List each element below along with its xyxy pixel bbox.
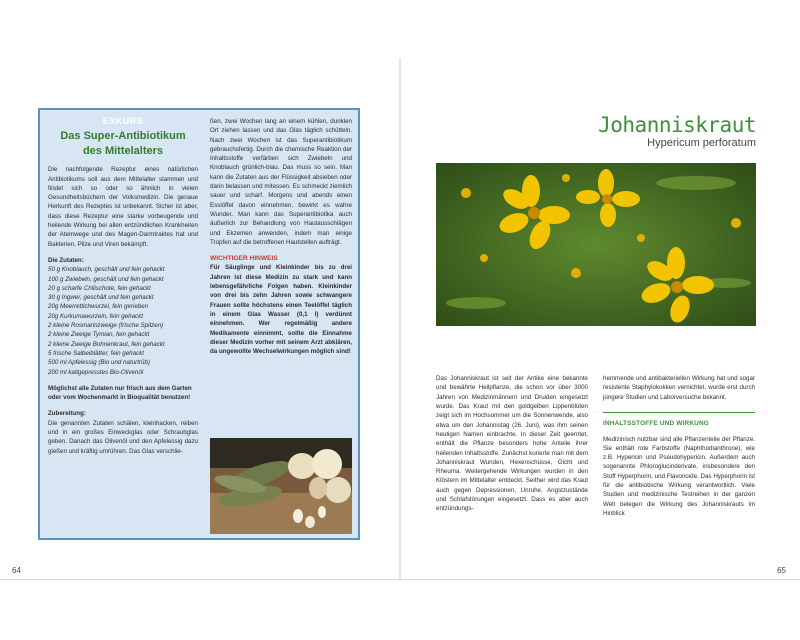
exkurs-title-line-2: des Mittelalters [82, 145, 164, 158]
continued-text: hemmende und antibakteriellen Wirkung hat und sogar resistente Staphylokokken vernichtet, wurde erst durch jüngere Studien und Laborversuche bekannt. [603, 375, 755, 401]
plant-latin-name: Hypericum perforatum [647, 137, 756, 149]
ingredient-item: 200 ml kaltgepresstes Bio-Olivenöl [48, 368, 144, 376]
exkurs-title-line-1: Das Super-Antibiotikum [60, 130, 186, 143]
exkurs-column-2 [210, 117, 352, 356]
garlic-photo [210, 438, 352, 534]
exkurs-continued-text: ßen, zwei Wochen lang an einem kühlen, dunklen Ort ziehen lassen und das Glas täglich schütteln. Nach zwei Wochen ist das Superantibiotikum gebrauchsfertig. Durch die chemische Reaktion der Inhaltsstoffe verfärben sich Zwiebeln und Knoblauch grünlich-blau. Das muss so sein. Man kann die Zutaten aus der Flüssigkeit absieben oder darin belassen und mitessen. Es schmeckt ziemlich sauer und scharf. Morgens und abends einen Esslöffel davon einnehmen, bewirkt es wahre Wunder. Man kann das Superantibiotika auch äußerlich zur Behandlung von Hautausschlägen und Ekzemen anwenden, indem man einige Tropfen auf die betroffenen Hautstellen aufträgt. [210, 118, 352, 246]
ingredient-item: 20 g scharfe Chilischote, fein gehackt [48, 284, 151, 292]
right-page [401, 58, 800, 580]
book-spread [0, 58, 800, 580]
prep-heading: Zubereitung: [48, 410, 86, 418]
page-number-right: 65 [777, 566, 786, 575]
flower-image [436, 163, 756, 326]
warning-heading: WICHTIGER HINWEIS [210, 255, 278, 263]
exkurs-title [48, 129, 198, 159]
ingredient-item: 2 kleine Rosmarinzweige (frische Spitzen) [48, 322, 164, 330]
ingredients-list [48, 265, 198, 377]
garlic-onion-image [210, 438, 352, 534]
warning-text: Für Säuglinge und Kleinkinder bis zu drei Jahren ist diese Medizin zu stark und kann lebensgefährliche Folgen haben. Kleinkinder von drei bis zehn Jahren sowie schwangere Frauen sollte höchstens einen Teelöffel täglich in einem Glas Wasser (0,1 l) verdünnt einnehmen. Wer regelmäßig andere Medikamente einnimmt, sollte die Einnahme dieser Medizin vorher mit seinem Arzt abklären, da ungewollte Wechselwirkungen möglich sind! [210, 264, 352, 356]
section-heading: INHALTSSTOFFE UND WIRKUNG [603, 412, 755, 428]
exkurs-column-1 [48, 110, 198, 456]
ingredient-item: 20g Meerrettichwurzel, fein gerieben [48, 303, 149, 311]
ingredient-item: 500 ml Apfelessig (Bio und naturtrüb) [48, 359, 150, 367]
page-number-left: 64 [12, 566, 21, 575]
prep-text: Die genannten Zutaten schälen, kleinhacken, reiben und in ein großes Einweckglas oder Schraubglas geben. Danach das Olivenöl und den Apfelessig dazu gießen und kräftig umrühren. Das Glas verschlie- [48, 419, 198, 455]
ingredient-item: 30 g Ingwer, geschält und fein gehackt [48, 294, 154, 302]
exkurs-intro: Die nachfolgende Rezeptur eines natürlichen Antibiotikums soll aus dem Mittelalter stammen und findet sich so oder so ähnlich in vielen Gesundheitsbüchern der Volksmedizin. Die genaue Herkunft des Rezeptes ist unbekannt. Sicher ist aber, dass diese Rezeptur eine starke vorbeugende und heilende Wirkung bei allen entzündlichen Krankheiten der Atemwege und des Magen-Darmtraktes hat und Bakterien, Pilze und Viren bekämpft. [48, 166, 198, 248]
exkurs-label: EXKURS [102, 116, 144, 126]
left-page [0, 58, 399, 580]
ingredient-item: 2 kleine Zweige Bohnenkraut, fein gehackt [48, 340, 165, 348]
ingredient-item: 5 frische Salbeiblätter, fein gehackt [48, 349, 144, 357]
right-column-2 [603, 368, 755, 524]
intro-text: Das Johanniskraut ist seit der Antike eine bekannte und bewährte Heilpflanze, die schon vor über 3000 Jahren von Medizinmännern und Druiden eingesetzt wurde. Das Kraut mit den goldgelben Lippenblüten zeigt sich im Hochsommer um die Sonnenwende, also etwa um den Johannistag (26. Juni), was ihm seinen heutigen Namen einbrachte. In dieser Zeit geerntet, enthält die Pflanze besonders hohe Anteile ihrer heilenden Inhaltsstoffe. Zunächst kurierte man mit dem Johanniskraut Wunden, Hexenschüsse, Gicht und Rheuma. Weitergehende Wirkungen wurden in den Klöstern im Mittelalter entdeckt. Seither wird das Kraut auch gegen Depressionen, Unruhe, Angstzustände und Schlafstörungen eingesetzt. Dass es aber auch entzündungs- [436, 375, 588, 513]
bottom-rule [0, 579, 800, 580]
ingredients-heading: Die Zutaten: [48, 256, 84, 264]
fresh-note: Möglichst alle Zutaten nur frisch aus dem Garten oder vom Wochenmarkt in Bioqualität benutzen! [48, 384, 192, 402]
right-column-1 [436, 368, 588, 520]
plant-title-block [598, 113, 756, 150]
st-johns-wort-photo [436, 163, 756, 326]
ingredient-item: 2 kleine Zweige Tymian, fein gehackt [48, 331, 150, 339]
plant-title: Johanniskraut [598, 113, 756, 137]
ingredient-item: 100 g Zwiebeln, geschält und fein gehackt [48, 275, 164, 283]
ingredient-item: 20g Kurkumawurzeln, fein gehackt [48, 312, 143, 320]
ingredient-item: 50 g Knoblauch, geschält und fein gehackt [48, 266, 165, 274]
section-text: Medizinisch nutzbar sind alle Pflanzenteile der Pflanze. Sie enthält rote Farbstoffe (Naphthodianthrone), wie z.B. Hypericin und Pseudohypericin. Außerdem auch sogenannte Phloroglucinderivate, insbesondere den Stoff Hyperphorin, und Flavonoide. Das Hyperphorin ist für die antibiotische Wirkung verantwortlich. Viele Studien und medizinische Testreihen in der ganzen Welt belegen die Wirkung des Johanniskrauts im Hinblick [603, 435, 755, 517]
